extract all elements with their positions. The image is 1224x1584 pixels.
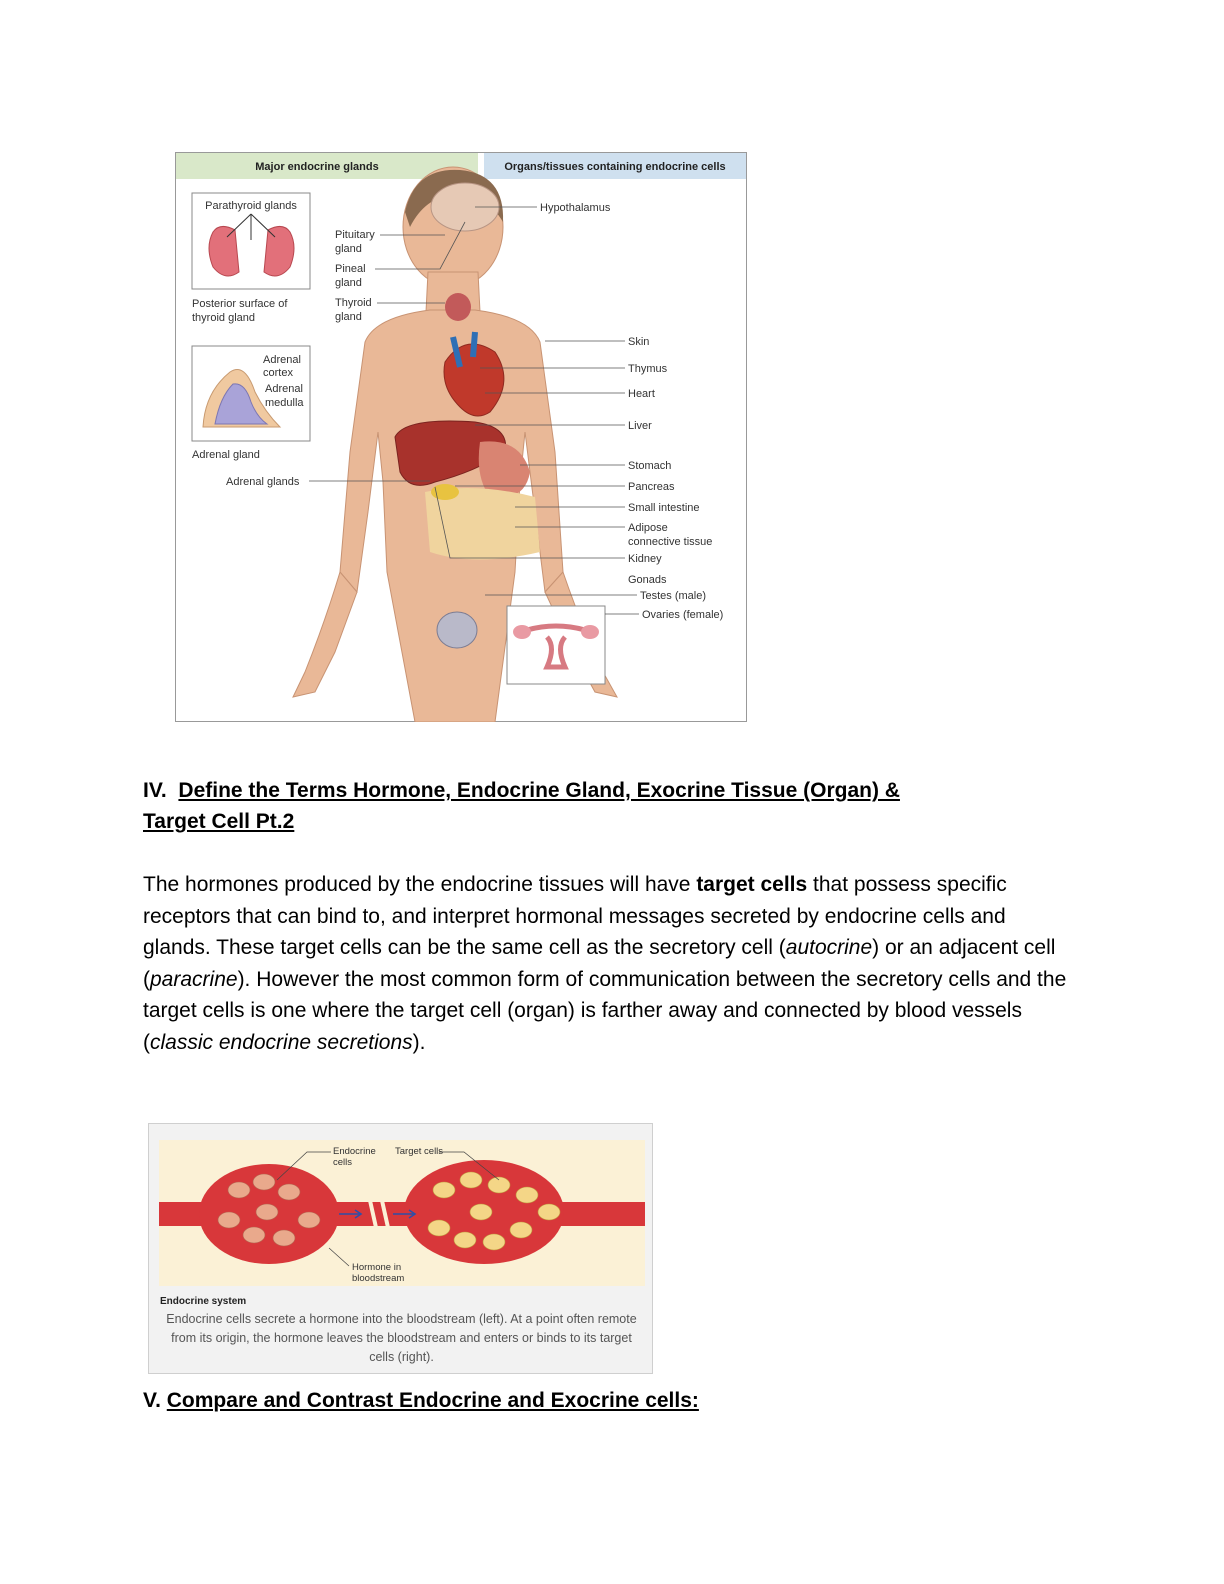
ovaries-inset-box: [507, 606, 605, 684]
header-right: Organs/tissues containing endocrine cells: [504, 161, 726, 173]
thyroid-label-1: Thyroid: [335, 297, 372, 309]
testes-label: Testes (male): [640, 590, 707, 602]
label-hormone-1: Hormone in: [352, 1262, 402, 1273]
paragraph-text-2: that possess specific receptors that can bind to, and interpret hormonal messages secreted by endocrine cells and glands. These target cells can be the same cell as the secretory cell (: [143, 873, 1007, 960]
paragraph-text-4: ). However the most common form of communication between the secretory cells and the target cells is one where the target cell (organ) is farther away and connected by blood vessels (: [143, 967, 1067, 1054]
section-5-heading: [143, 1385, 1043, 1416]
adrenal-medulla-label-2: medulla: [265, 397, 304, 409]
section-5-number: V.: [143, 1389, 161, 1412]
paragraph-text-3: ) or an adjacent cell (: [143, 936, 1056, 991]
label-endocrine-1: Endocrine: [333, 1146, 376, 1157]
paragraph-text-5: ).: [412, 1030, 426, 1054]
parathyroid-caption-1: Posterior surface of: [192, 298, 288, 310]
paragraph-italic-classic: classic endocrine secretions: [150, 1030, 413, 1054]
section-5-title: Compare and Contrast Endocrine and Exocrine cells:: [166, 1389, 699, 1412]
figure2-system-title: Endocrine system: [160, 1296, 247, 1307]
endocrine-glands-figure: [175, 152, 747, 722]
body-paragraph: [143, 869, 1073, 1059]
pituitary-label-2: gland: [335, 243, 362, 255]
header-left: Major endocrine glands: [255, 161, 379, 173]
hypothalamus-label: Hypothalamus: [540, 202, 611, 214]
pineal-label-2: gland: [335, 277, 362, 289]
adrenal-cortex-label-2: cortex: [263, 367, 293, 379]
adrenal-inset-caption: Adrenal gland: [192, 449, 260, 461]
section-4-title-line-1: Define the Terms Hormone, Endocrine Gland, Exocrine Tissue (Organ) &: [178, 779, 900, 802]
paragraph-bold-target-cells: target cells: [696, 873, 808, 896]
parathyroid-title: Parathyroid glands: [205, 200, 297, 212]
skin-label: Skin: [628, 336, 650, 348]
label-endocrine-2: cells: [333, 1157, 353, 1168]
thymus-label: Thymus: [628, 363, 668, 375]
section-4-number: IV.: [143, 779, 167, 802]
adrenal-glands-label: Adrenal glands: [226, 476, 300, 488]
thyroid-illustration: [445, 293, 471, 321]
testes-illustration: [437, 612, 477, 648]
label-target-cells: Target cells: [395, 1146, 444, 1157]
ovaries-label: Ovaries (female): [642, 609, 724, 621]
gonads-label: Gonads: [628, 574, 667, 586]
bloodstream-diagram: [159, 1140, 645, 1312]
adipose-label-2: connective tissue: [628, 536, 713, 548]
pineal-label-1: Pineal: [335, 263, 366, 275]
thyroid-label-2: gland: [335, 311, 362, 323]
paragraph-text-1: The hormones produced by the endocrine tissues will have: [143, 873, 697, 896]
pancreas-label: Pancreas: [628, 481, 675, 493]
adrenal-medulla-label-1: Adrenal: [265, 383, 303, 395]
adrenal-cortex-label-1: Adrenal: [263, 354, 301, 366]
endocrine-system-figure: [148, 1123, 653, 1374]
section-4-title-line-2: Target Cell Pt.2: [143, 810, 295, 833]
paragraph-italic-paracrine: paracrine: [150, 967, 238, 991]
parathyroid-caption-2: thyroid gland: [192, 312, 255, 324]
liver-label: Liver: [628, 420, 652, 432]
pancreas-illustration: [431, 484, 459, 500]
endocrine-glands-diagram: [175, 152, 747, 722]
figure2-caption: Endocrine cells secrete a hormone into the bloodstream (left). At a point often remote from its origin, the hormone leaves the bloodstream and enters or binds to its target cells (right).: [166, 1312, 637, 1364]
section-4-heading: [143, 775, 1043, 837]
adipose-label-1: Adipose: [628, 522, 668, 534]
small-intestine-label: Small intestine: [628, 502, 700, 514]
heart-label: Heart: [628, 388, 655, 400]
label-hormone-2: bloodstream: [352, 1273, 405, 1284]
paragraph-italic-autocrine: autocrine: [785, 936, 873, 960]
stomach-label: Stomach: [628, 460, 672, 472]
pituitary-label-1: Pituitary: [335, 229, 375, 241]
kidney-label: Kidney: [628, 553, 662, 565]
